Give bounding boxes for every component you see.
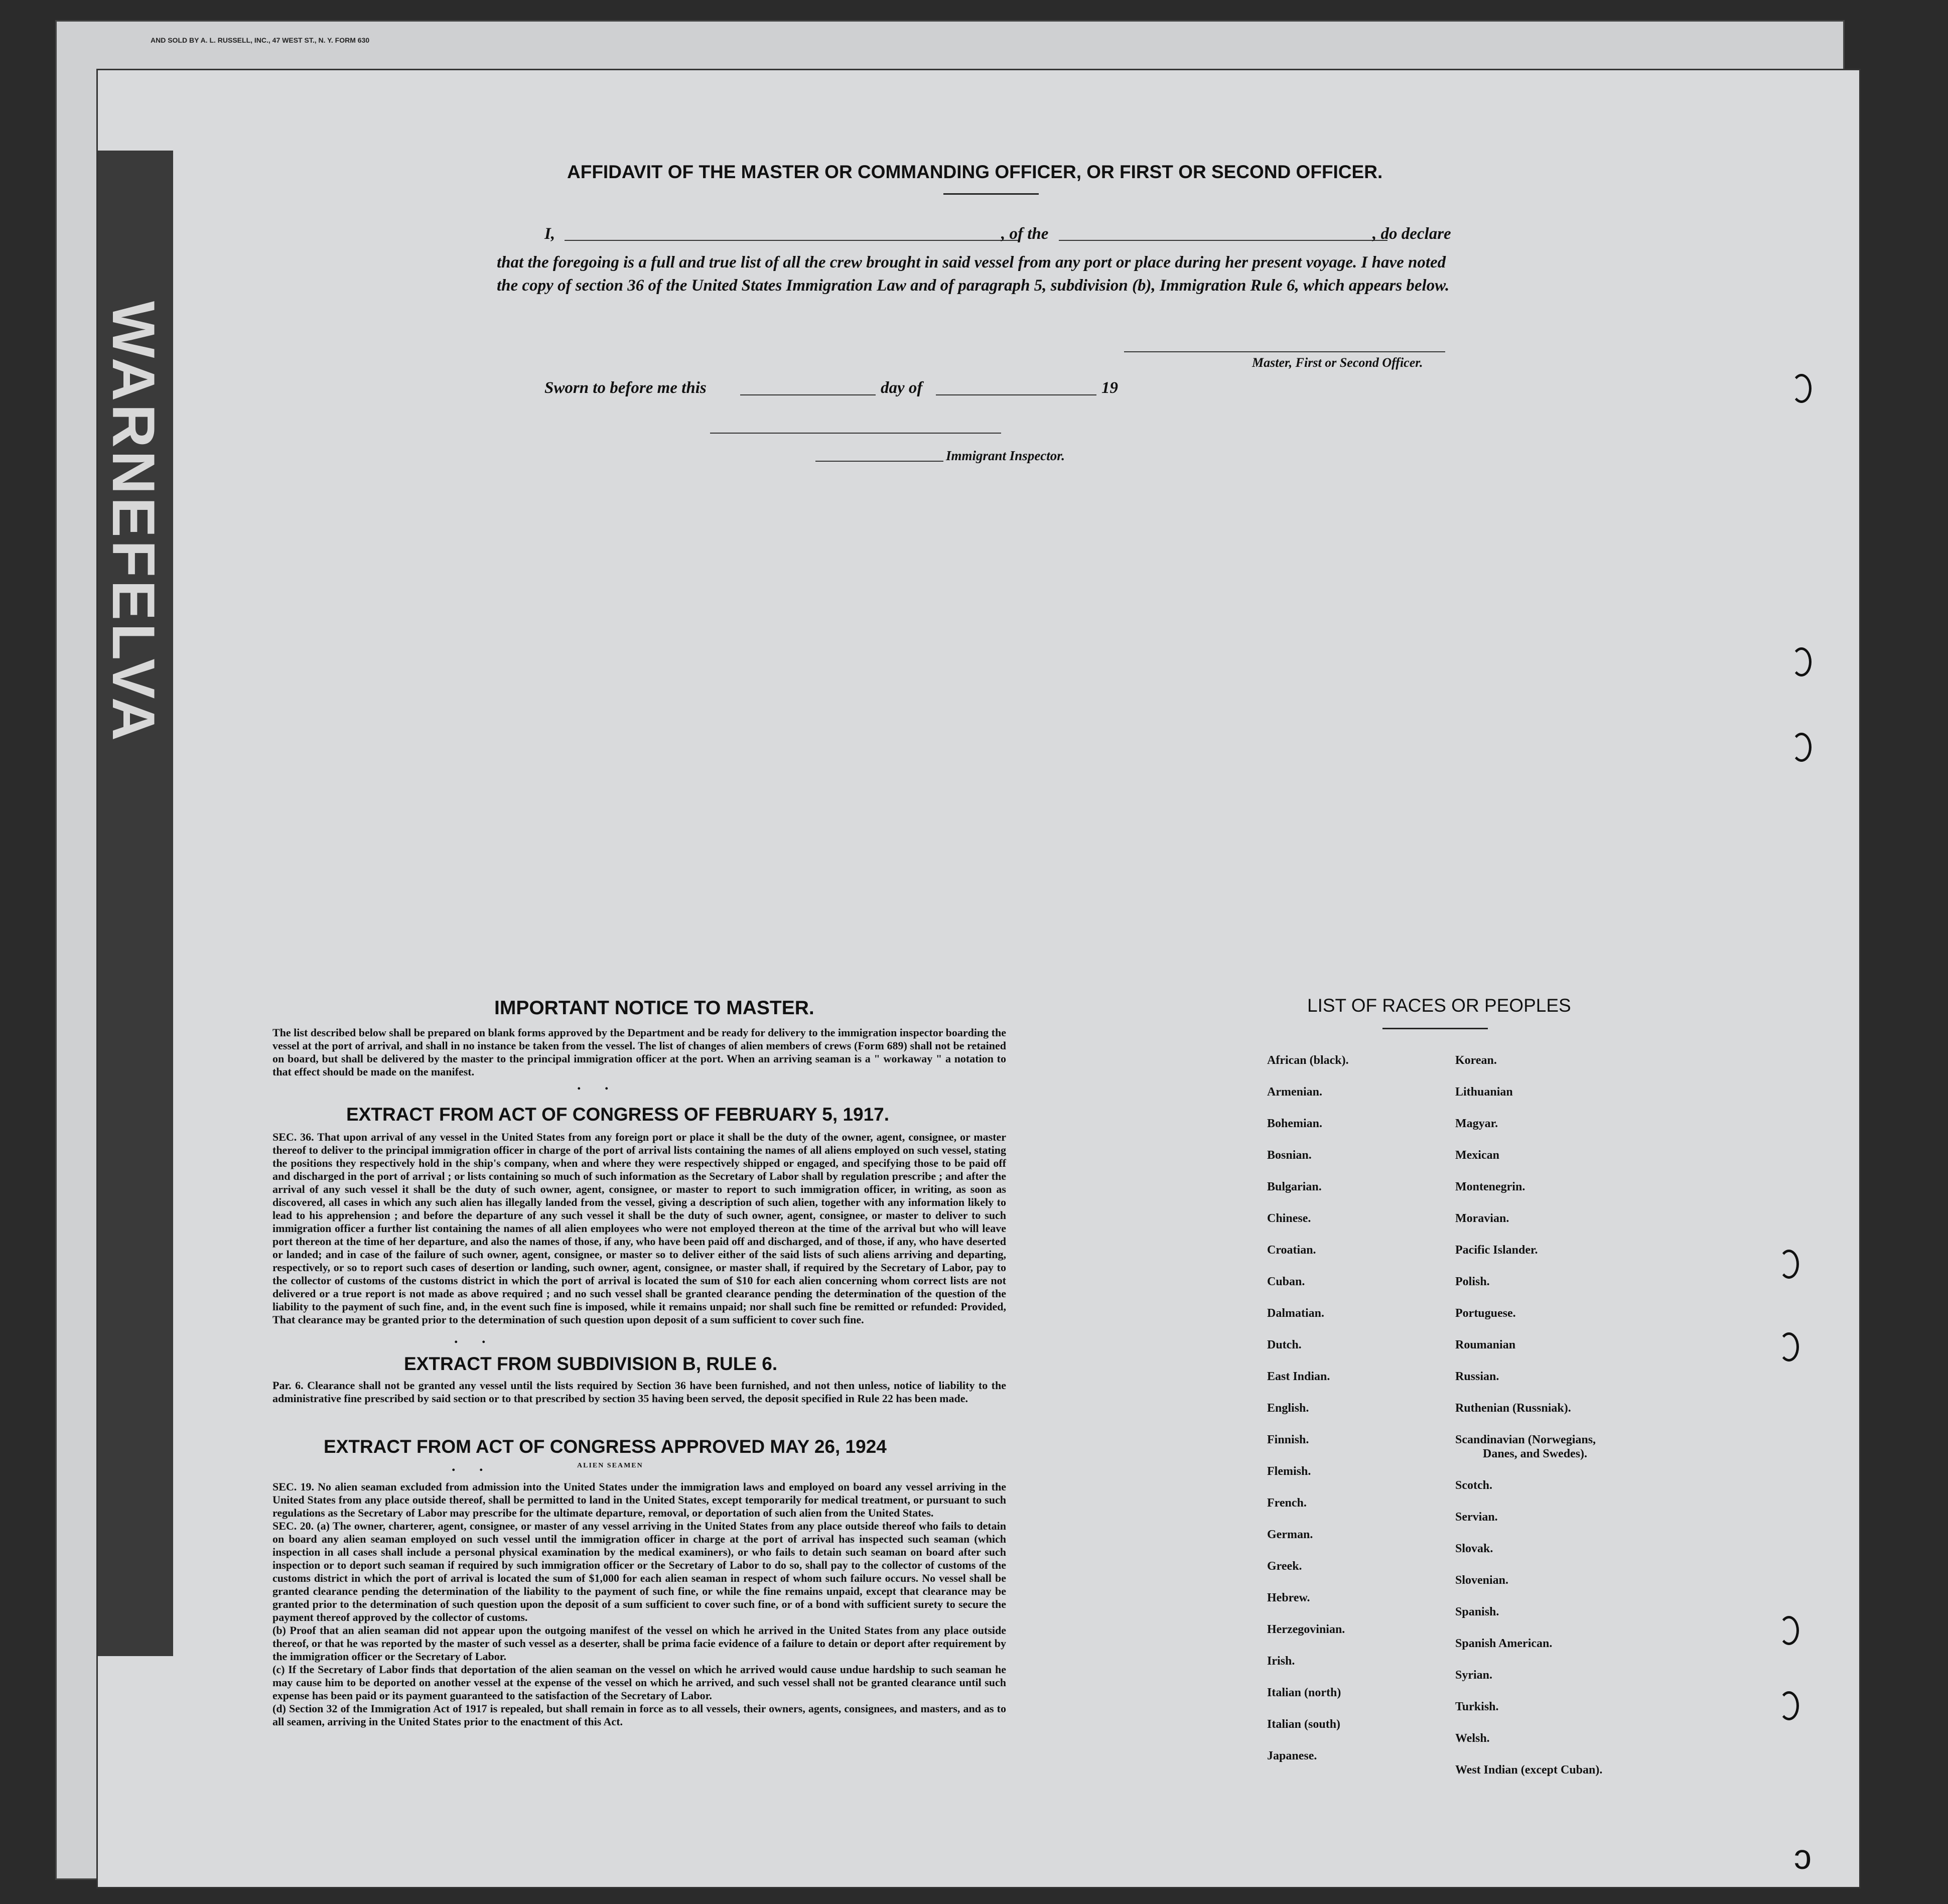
title-rule (943, 193, 1039, 195)
par6-paragraph: Par. 6. Clearance shall not be granted any vessel until the lists required by Section 36 have been furnished, and not then unless, notice of liability to the administrative fine prescribed by said section or to that prescribed by section 35 having been served, the deposit specified in Rule 22 has been made. (272, 1379, 1006, 1405)
race-item: Irish. (1267, 1655, 1295, 1668)
sec20b-paragraph: (b) Proof that an alien seaman did not appear upon the outgoing manifest of the vessel on which he arrived in the United States from any place outside thereof, or that he was reported by the master of such vessel as a deserter, shall be prima facie evidence of a failure to detain or deport after requirement by the immigration officer or the Secretary of Labor. (272, 1624, 1006, 1663)
affidavit-title: AFFIDAVIT OF THE MASTER OR COMMANDING OFFICER, OR FIRST OR SECOND OFFICER. (567, 162, 1383, 182)
race-item: Scotch. (1455, 1479, 1492, 1492)
alien-seamen-subhead: ALIEN SEAMEN (577, 1462, 643, 1469)
race-item: Dalmatian. (1267, 1307, 1324, 1320)
of-the-label: , of the (1001, 225, 1049, 243)
race-item: African (black). (1267, 1054, 1349, 1067)
sec20a-paragraph: SEC. 20. (a) The owner, charterer, agent, consignee, or master of any vessel arriving in the United States from any place outside thereof who fails to detain on board any alien seaman employed on such vessel until the immigration officer in charge at the port of arrival has inspected such seaman (which inspection in all cases shall include a personal physical examination by the medical examiners), or who fails to detain such seaman on board after such inspection or to deport such seaman if required by such immigration officer or the Secretary of Labor to do so, shall pay to the collector of customs of the customs district in which the port of arrival is located the sum of $1,000 for each alien seaman in respect of whom such failure occurs. No vessel shall be granted clearance pending the determination of the liability to the payment of such fine, or while the fine remains unpaid, except that clearance may be granted prior to the determination of such question upon the deposit of a sum sufficient to cover such fine, or of a bond with sufficient surety to secure the payment thereof approved by the collector of customs. (272, 1520, 1006, 1623)
races-rule (1382, 1028, 1488, 1029)
sec19-paragraph: SEC. 19. No alien seaman excluded from admission into the United States under the immigration laws and employed on board any vessel arriving in the United States from any place outside thereof, shall be permitted to land in the United States, except temporarily for medical treatment, or pursuant to such regulations as the Secretary of Labor may prescribe for the ultimate departure, removal, or deportation of such alien from the United States. (272, 1480, 1006, 1519)
race-item: Finnish. (1267, 1433, 1309, 1446)
sec20c-paragraph: (c) If the Secretary of Labor finds that deportation of the alien seaman on the vessel on which he arrived would cause undue hardship to such seaman he may cause him to be deported on another vessel at the expense of the vessel on which he arrived, and such vessel shall not be granted clearance until such expense has been paid or its payment guaranteed to the satisfaction of the Secretary of Labor. (272, 1663, 1006, 1702)
master-label: Master, First or Second Officer. (1252, 355, 1423, 370)
race-item: Mexican (1455, 1149, 1499, 1162)
declare-label: , do declare (1372, 225, 1451, 243)
act-1924-text (253, 1480, 1006, 1728)
vessel-blank[interactable] (1059, 240, 1387, 241)
year-label: 19 (1101, 379, 1118, 397)
inspector-rule (815, 461, 943, 462)
race-item: Japanese. (1267, 1749, 1317, 1762)
act-1917-text (253, 1131, 1006, 1326)
race-item: Armenian. (1267, 1085, 1322, 1099)
punch-hole-icon (1779, 1332, 1799, 1362)
race-item: East Indian. (1267, 1370, 1330, 1383)
sec36-paragraph: SEC. 36. That upon arrival of any vessel in the United States from any foreign port or place it shall be the duty of the owner, agent, consignee, or master thereof to deliver to the principal immigration officer in charge of the port of arrival lists containing the names of all aliens employed on such vessel, stating the positions they respectively hold in the ship's company, when and where they were respectively shipped or engaged, and specifying those to be paid off and discharged in the port of arrival ; or lists containing so much of such information as the Secretary of Labor shall by regulation prescribe ; and after the arrival of any such vessel it shall be the duty of such owner, agent, consignee, or master to report to such immigration officer, in writing, as soon as discovered, all cases in which any such alien has illegally landed from the vessel, giving a description of such alien, together with any information likely to lead to his apprehension ; and before the departure of any such vessel it shall be the duty of such owner, agent, consignee, or master to deliver to such immigration officer a further list containing the names of all alien employees who were not employed thereon at the time of the arrival but who will leave port thereon at the time of her departure, and also the names of those, if any, who have been paid off and discharged, and of those, if any, who have deserted or landed; and in case of the failure of such owner, agent, consignee, or master so to deliver either of the said lists of such aliens arriving and departing, respectively, or so to report such cases of desertion or landing, such owner, agent, consignee, or master shall, if required by the Secretary of Labor, pay to the collector of customs of the customs district in which the port of arrival is located the sum of $10 for each alien concerning whom correct lists are not delivered or a true report is not made as above required ; and no such vessel shall be granted clearance pending the determination of the question of the liability to the payment of such fine, and, in the event such fine is imposed, while it remains unpaid; nor shall such fine be remitted or refunded: Provided, That clearance may be granted prior to the determination of such question upon deposit of a sum sufficient to cover such fine. (272, 1131, 1006, 1326)
race-item: Scandinavian (Norwegians, (1455, 1433, 1596, 1446)
race-item: Welsh. (1455, 1732, 1490, 1745)
race-item: Greek. (1267, 1560, 1302, 1573)
race-item: Korean. (1455, 1054, 1497, 1067)
race-item: Flemish. (1267, 1465, 1311, 1478)
race-item: Polish. (1455, 1275, 1490, 1288)
race-item: West Indian (except Cuban). (1455, 1763, 1603, 1777)
races-title: LIST OF RACES OR PEOPLES (1307, 995, 1571, 1016)
race-item: Turkish. (1455, 1700, 1499, 1713)
separator-dots: . . (454, 1330, 496, 1346)
separator-dots: . . (452, 1458, 493, 1474)
left-edge-strip (98, 151, 173, 1656)
race-item: Magyar. (1455, 1117, 1498, 1130)
race-item: Dutch. (1267, 1338, 1302, 1351)
separator-dots: . . (577, 1076, 619, 1093)
race-item: Ruthenian (Russniak). (1455, 1402, 1571, 1415)
race-item: Pacific Islander. (1455, 1244, 1538, 1257)
race-item: Bulgarian. (1267, 1180, 1322, 1193)
handwritten-mark: ↄ (1794, 1837, 1812, 1876)
race-item: Croatian. (1267, 1244, 1316, 1257)
race-item: Spanish. (1455, 1605, 1499, 1618)
race-item: Bosnian. (1267, 1149, 1312, 1162)
sworn-label: Sworn to before me this (544, 379, 707, 397)
inspector-signature-line[interactable] (710, 433, 1001, 434)
affidavit-paragraph: that the foregoing is a full and true list of all the crew brought in said vessel from any port or place during her present voyage. I have noted the copy of section 36 of the United States Immigration Law and of paragraph 5, subdivision (b), Immigration Rule 6, which appears below. (497, 253, 1450, 295)
punch-hole-icon (1779, 1250, 1799, 1279)
race-item: Montenegrin. (1455, 1180, 1525, 1193)
race-item: Syrian. (1455, 1669, 1493, 1682)
act-1924-title: EXTRACT FROM ACT OF CONGRESS APPROVED MAY 26, 1924 (324, 1436, 887, 1457)
month-blank[interactable] (936, 394, 1096, 395)
punch-hole-icon (1791, 733, 1812, 762)
act-1917-title: EXTRACT FROM ACT OF CONGRESS OF FEBRUARY 5, 1917. (346, 1104, 890, 1125)
punch-hole-icon (1779, 1616, 1799, 1645)
punch-hole-icon (1779, 1691, 1799, 1720)
race-item: Servian. (1455, 1511, 1498, 1524)
race-item: Slovak. (1455, 1542, 1493, 1555)
edge-text: WARNEFELVA (100, 301, 167, 744)
race-item: Moravian. (1455, 1212, 1509, 1225)
race-item: Lithuanian (1455, 1085, 1513, 1099)
race-item: German. (1267, 1528, 1313, 1541)
race-item: Spanish American. (1455, 1637, 1553, 1650)
race-item: Hebrew. (1267, 1591, 1310, 1604)
race-item: Slovenian. (1455, 1574, 1509, 1587)
race-item: Roumanian (1455, 1338, 1516, 1351)
race-item: French. (1267, 1497, 1307, 1510)
race-item: English. (1267, 1402, 1309, 1415)
notice-title: IMPORTANT NOTICE TO MASTER. (494, 997, 814, 1019)
race-item: Danes, and Swedes). (1483, 1447, 1588, 1460)
race-item: Russian. (1455, 1370, 1499, 1383)
race-item: Bohemian. (1267, 1117, 1323, 1130)
rule6-text (253, 1379, 1006, 1405)
race-item: Cuban. (1267, 1275, 1305, 1288)
i-label: I, (544, 225, 555, 243)
race-item: Italian (north) (1267, 1686, 1341, 1699)
race-item: Italian (south) (1267, 1718, 1341, 1731)
race-item: Chinese. (1267, 1212, 1311, 1225)
notice-text (253, 1026, 1006, 1078)
inspector-label: Immigrant Inspector. (946, 448, 1065, 463)
rule6-title: EXTRACT FROM SUBDIVISION B, RULE 6. (404, 1353, 778, 1374)
sec20d-paragraph: (d) Section 32 of the Immigration Act of 1917 is repealed, but shall remain in force as to all vessels, their owners, agents, consignees, and masters, and as to all seamen, arriving in the United States prior to the enactment of this Act. (272, 1702, 1006, 1728)
punch-hole-icon (1791, 647, 1812, 676)
master-signature-line[interactable] (1124, 351, 1445, 352)
publisher-imprint: AND SOLD BY A. L. RUSSELL, INC., 47 WEST ST., N. Y. FORM 630 (151, 36, 370, 44)
notice-paragraph: The list described below shall be prepared on blank forms approved by the Department and be ready for delivery to the immigration inspector boarding the vessel at the port of arrival, and shall in no instance be taken from the vessel. The list of changes of alien members of crews (Form 689) shall not be retained on board, but shall be delivered by the master to the principal immigration officer at the port. When an arriving seaman is a " workaway " a notation to that effect should be made on the manifest. (272, 1026, 1006, 1078)
name-blank[interactable] (565, 240, 1019, 241)
race-item: Herzegovinian. (1267, 1623, 1345, 1636)
day-blank[interactable] (740, 394, 876, 395)
punch-hole-icon (1791, 374, 1812, 403)
race-item: Portuguese. (1455, 1307, 1516, 1320)
day-of-label: day of (881, 379, 923, 397)
